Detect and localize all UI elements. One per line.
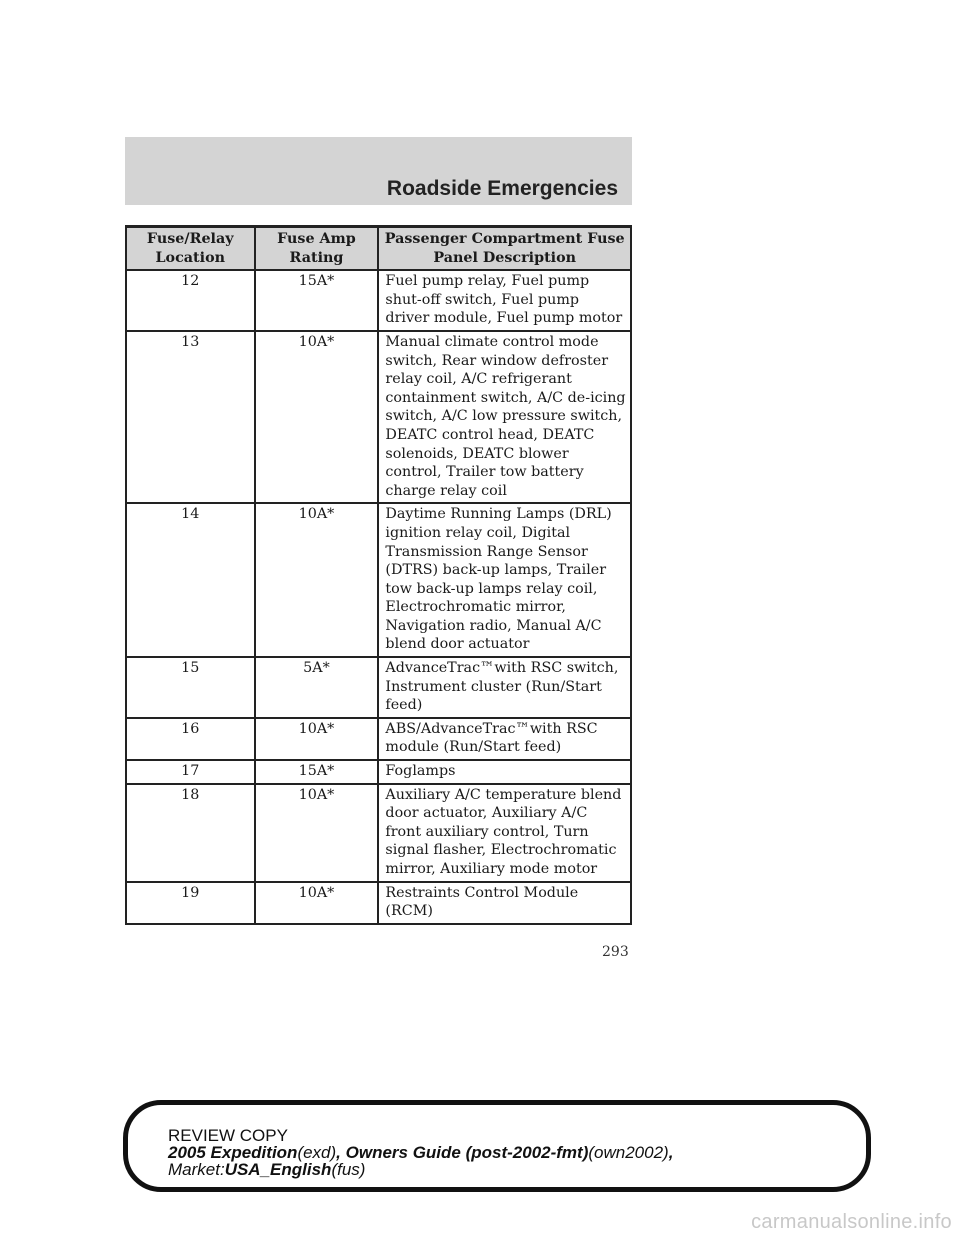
fuse-location: 14 xyxy=(126,503,255,657)
column-header-rating: Fuse Amp Rating xyxy=(255,227,379,271)
fuse-location: 13 xyxy=(126,331,255,503)
fuse-location: 17 xyxy=(126,760,255,784)
section-header xyxy=(125,137,632,205)
table-header-row xyxy=(126,227,631,271)
footer-market-label: Market: xyxy=(168,1160,225,1179)
table-row xyxy=(126,503,631,657)
fuse-location: 18 xyxy=(126,784,255,882)
column-header-location: Fuse/Relay Location xyxy=(126,227,255,271)
table-row xyxy=(126,331,631,503)
fuse-rating: 10A* xyxy=(255,882,379,924)
fuse-description: Foglamps xyxy=(378,760,631,784)
review-copy-label: REVIEW COPY xyxy=(168,1126,288,1145)
fuse-description: Daytime Running Lamps (DRL) ignition relay coil, Digital Transmission Range Sensor (DTRS) back-up lamps, Trailer tow back-up lamps relay coil, Electrochromatic mirror, Navigation radio, Manual A/C blend door actuator xyxy=(378,503,631,657)
footer-product-line xyxy=(168,1144,673,1161)
fuse-rating: 5A* xyxy=(255,657,379,718)
site-watermark: carmanualsonline.info xyxy=(751,1211,952,1233)
fuse-location: 12 xyxy=(126,270,255,331)
footer-guide-code: (own2002) xyxy=(588,1143,669,1162)
fuse-description: Auxiliary A/C temperature blend door actuator, Auxiliary A/C front auxiliary control, Turn signal flasher, Electrochromatic mirror, Auxiliary mode motor xyxy=(378,784,631,882)
fuse-description: Restraints Control Module (RCM) xyxy=(378,882,631,924)
footer-text xyxy=(168,1127,673,1178)
fuse-rating: 15A* xyxy=(255,760,379,784)
table-row xyxy=(126,657,631,718)
footer-model: 2005 Expedition xyxy=(168,1143,298,1162)
fuse-description: ABS/AdvanceTrac™with RSC module (Run/Start feed) xyxy=(378,718,631,760)
table-row xyxy=(126,270,631,331)
fuse-description: Fuel pump relay, Fuel pump shut-off switch, Fuel pump driver module, Fuel pump motor xyxy=(378,270,631,331)
fuse-rating: 15A* xyxy=(255,270,379,331)
table-row xyxy=(126,784,631,882)
footer-market: USA_English xyxy=(224,1160,332,1179)
fuse-location: 19 xyxy=(126,882,255,924)
fuse-rating: 10A* xyxy=(255,503,379,657)
section-title: Roadside Emergencies xyxy=(386,177,618,200)
fuse-description: AdvanceTrac™with RSC switch, Instrument cluster (Run/Start feed) xyxy=(378,657,631,718)
footer-model-code: (exd) xyxy=(297,1143,337,1162)
fuse-rating: 10A* xyxy=(255,331,379,503)
footer-comma: , xyxy=(668,1143,674,1162)
column-header-description: Passenger Compartment Fuse Panel Description xyxy=(378,227,631,271)
table-row xyxy=(126,760,631,784)
review-footer xyxy=(123,1100,871,1192)
fuse-location: 15 xyxy=(126,657,255,718)
footer-market-code: (fus) xyxy=(331,1160,366,1179)
fuse-table xyxy=(125,225,632,925)
table-row xyxy=(126,718,631,760)
footer-guide: , Owners Guide (post-2002-fmt) xyxy=(336,1143,589,1162)
fuse-description: Manual climate control mode switch, Rear window defroster relay coil, A/C refrigerant containment switch, A/C de-icing switch, A/C low pressure switch, DEATC control head, DEATC solenoids, DEATC blower control, Trailer tow battery charge relay coil xyxy=(378,331,631,503)
footer-market-line xyxy=(168,1161,673,1178)
fuse-rating: 10A* xyxy=(255,784,379,882)
fuse-location: 16 xyxy=(126,718,255,760)
fuse-rating: 10A* xyxy=(255,718,379,760)
table-row xyxy=(126,882,631,924)
page-number: 293 xyxy=(602,944,629,960)
